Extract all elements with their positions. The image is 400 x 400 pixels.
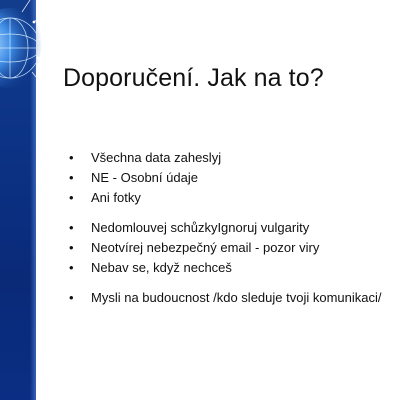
bullet-item: • Nedomlouvej schůzkyIgnoruj vulgarity [67, 218, 397, 238]
bullet-item: • NE - Osobní údaje [67, 168, 397, 188]
bullet-item: • Všechna data zaheslуj [67, 148, 397, 168]
globe-network-graphic [0, 0, 60, 110]
bullet-item: • Ani fotky [67, 188, 397, 208]
slide-title: Doporučení. Jak na to? [63, 64, 324, 92]
bullet-item: • Mysli na budoucnost /kdo sleduje tvoji komunikaci/ [67, 288, 397, 308]
bullet-item: • Nebav se, když nechceš [67, 258, 397, 278]
bullet-list [67, 148, 397, 308]
bullet-item: • Neotvírej nebezpečný email - pozor viry [67, 238, 397, 258]
